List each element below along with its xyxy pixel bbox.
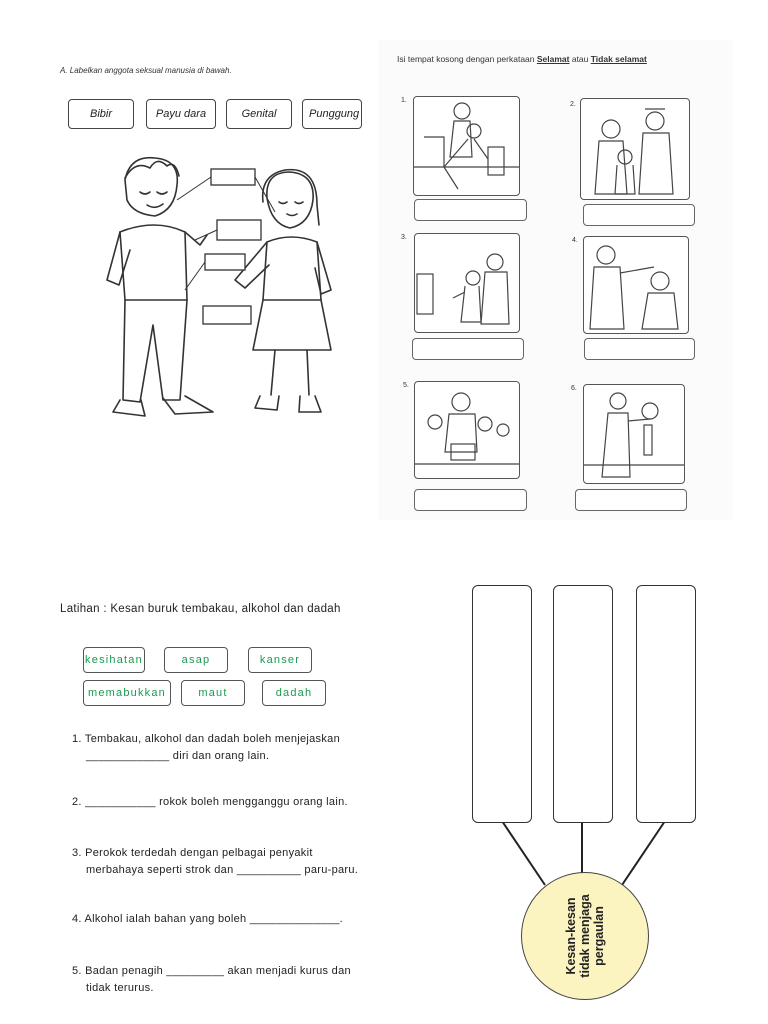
answer-box-3[interactable] bbox=[412, 338, 524, 360]
answer-box-4[interactable] bbox=[584, 338, 695, 360]
scene-picture-3 bbox=[414, 233, 520, 333]
organizer-center-text: Kesan-kesan tidak menjaga pergaulan bbox=[564, 894, 606, 978]
scene-picture-5 bbox=[414, 381, 520, 479]
answer-box-1[interactable] bbox=[414, 199, 527, 221]
boy-girl-illustration bbox=[95, 150, 345, 435]
question-5: 5. Badan penagih _________ akan menjadi kurus dan tidak terurus. bbox=[72, 965, 351, 994]
answer-box-6[interactable] bbox=[575, 489, 687, 511]
organizer-box-3[interactable] bbox=[636, 585, 696, 823]
word-bank-kanser: kanser bbox=[248, 647, 312, 673]
label-card-breast: Payu dara bbox=[146, 99, 216, 129]
instruction-safe-unsafe: Isi tempat kosong dengan perkataan Selamat atau Tidak selamat bbox=[397, 54, 647, 64]
word-safe: Selamat bbox=[536, 54, 570, 64]
question-2: 2. ___________ rokok boleh mengganggu orang lain. bbox=[72, 796, 348, 808]
word-unsafe: Tidak selamat bbox=[590, 54, 647, 64]
answer-box-2[interactable] bbox=[583, 204, 695, 226]
word-bank-asap: asap bbox=[164, 647, 228, 673]
instruction-label-parts: A. Labelkan anggota seksual manusia di bawah. bbox=[60, 66, 232, 75]
question-4: 4. Alkohol ialah bahan yang boleh ______________. bbox=[72, 913, 343, 925]
scene-picture-2 bbox=[580, 98, 690, 200]
organizer-box-1[interactable] bbox=[472, 585, 532, 823]
exercise-title: Latihan : Kesan buruk tembakau, alkohol dan dadah bbox=[60, 603, 341, 615]
scene-picture-4 bbox=[583, 236, 689, 334]
picture-number-6: 6. bbox=[571, 385, 577, 392]
word-bank-maut: maut bbox=[181, 680, 245, 706]
label-card-buttocks: Punggung bbox=[302, 99, 362, 129]
question-1: 1. Tembakau, alkohol dan dadah boleh menjejaskan _____________ diri dan orang lain. bbox=[72, 733, 340, 762]
label-card-genital: Genital bbox=[226, 99, 292, 129]
organizer-center-circle bbox=[521, 872, 649, 1000]
picture-number-3: 3. bbox=[401, 234, 407, 241]
picture-number-5: 5. bbox=[403, 382, 409, 389]
organizer-box-2[interactable] bbox=[553, 585, 613, 823]
word-bank-dadah: dadah bbox=[262, 680, 326, 706]
answer-box-5[interactable] bbox=[414, 489, 527, 511]
scene-picture-6 bbox=[583, 384, 685, 484]
word-bank-memabukkan: memabukkan bbox=[83, 680, 171, 706]
label-card-lips: Bibir bbox=[68, 99, 134, 129]
question-3: 3. Perokok terdedah dengan pelbagai penyakit merbahaya seperti strok dan __________ paru-paru. bbox=[72, 847, 359, 876]
picture-number-1: 1. bbox=[401, 97, 407, 104]
word-bank-kesihatan: kesihatan bbox=[83, 647, 145, 673]
scene-picture-1 bbox=[413, 96, 520, 196]
picture-number-2: 2. bbox=[570, 101, 576, 108]
picture-number-4: 4. bbox=[572, 237, 578, 244]
